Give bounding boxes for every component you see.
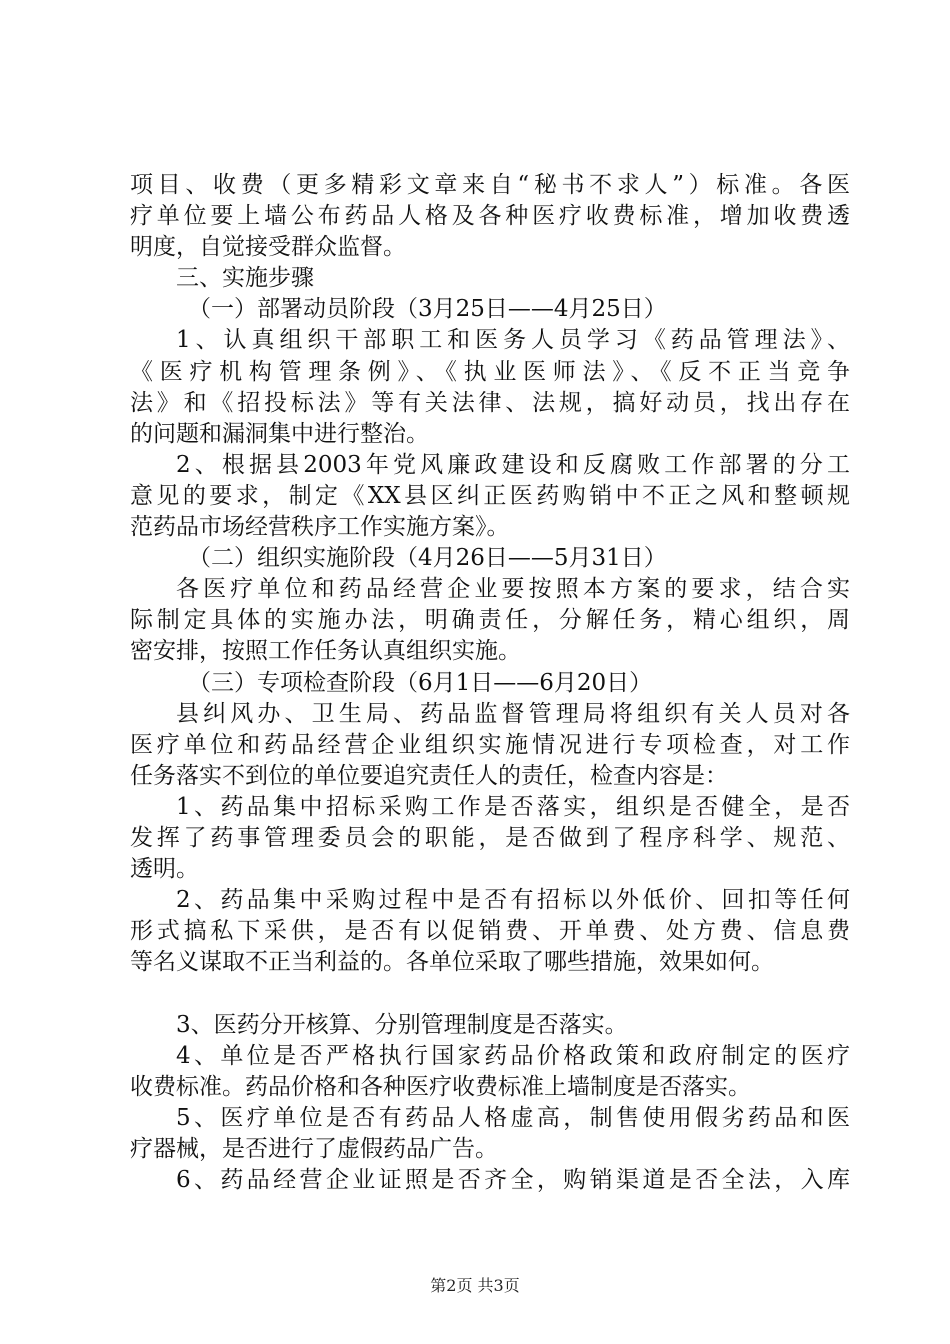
stage-heading: （三）专项检查阶段（6月1日——6月20日） [188,669,653,696]
text-line: 的问题和漏洞集中进行整治。 [130,420,429,447]
text-line: 1、药品集中招标采购工作是否落实，组织是否健全，是否 [176,793,850,820]
text-line: 密安排，按照工作任务认真组织实施。 [130,638,521,665]
text-line: 医疗单位和药品经营企业组织实施情况进行专项检查，对工作 [130,731,850,758]
text-line: 2、药品集中采购过程中是否有招标以外低价、回扣等任何 [176,887,850,914]
text-line: 项目、收费（更多精彩文章来自“秘书不求人”）标准。各医 [130,172,850,198]
text-line: 2、根据县2003年党风廉政建设和反腐败工作部署的分工 [176,451,850,478]
document-body [130,170,850,1196]
text-line: 明度，自觉接受群众监督。 [130,234,406,261]
text-line: 法》和《招投标法》等有关法律、法规，搞好动员，找出存在 [130,389,850,416]
section-heading: 三、实施步骤 [176,265,314,292]
text-line: 任务落实不到位的单位要追究责任人的责任，检查内容是： [130,762,728,789]
text-line: 疗器械，是否进行了虚假药品广告。 [130,1135,498,1162]
text-line: 4、单位是否严格执行国家药品价格政策和政府制定的医疗 [176,1042,850,1069]
paragraph-gap [130,978,850,1009]
text-line: 疗单位要上墙公布药品人格及各种医疗收费标准，增加收费透 [130,203,850,230]
text-line: 透明。 [130,856,199,883]
text-line: 等名义谋取不正当利益的。各单位采取了哪些措施，效果如何。 [130,949,774,976]
text-line: 际制定具体的实施办法，明确责任，分解任务，精心组织，周 [130,607,850,634]
text-line: 《医疗机构管理条例》、《执业医师法》、《反不正当竞争 [130,358,850,385]
stage-heading: （二）组织实施阶段（4月26日——5月31日） [188,545,667,572]
text-line: 范药品市场经营秩序工作实施方案》。 [130,514,510,541]
text-line: 收费标准。药品价格和各种医疗收费标准上墙制度是否落实。 [130,1073,751,1100]
text-line: 县纠风办、卫生局、药品监督管理局将组织有关人员对各 [176,700,850,727]
stage-heading: （一）部署动员阶段（3月25日——4月25日） [188,296,667,323]
text-line: 3、医药分开核算、分别管理制度是否落实。 [176,1011,628,1038]
page-footer: 第2页 共3页 [430,1276,520,1295]
text-line: 5、医疗单位是否有药品人格虚高，制售使用假劣药品和医 [176,1104,850,1131]
text-line: 发挥了药事管理委员会的职能，是否做到了程序科学、规范、 [130,824,850,851]
text-line: 6、药品经营企业证照是否齐全，购销渠道是否全法，入库 [176,1167,850,1193]
text-line: 形式搞私下采供，是否有以促销费、开单费、处方费、信息费 [130,918,850,945]
text-line: 各医疗单位和药品经营企业要按照本方案的要求，结合实 [176,576,850,603]
text-line: 意见的要求，制定《XX县区纠正医药购销中不正之风和整顿规 [130,482,850,509]
text-line: 1、认真组织干部职工和医务人员学习《药品管理法》、 [176,327,850,354]
